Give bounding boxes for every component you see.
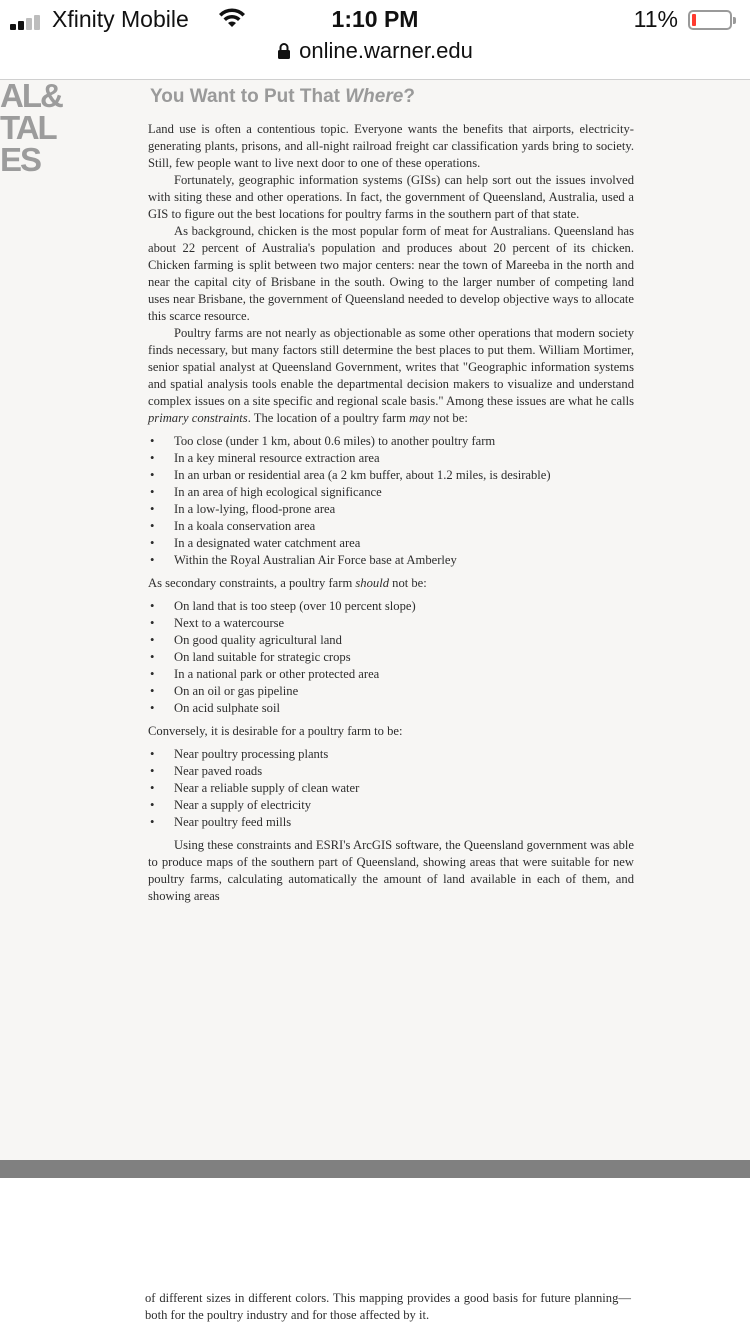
side-label-line3: ES [0,141,41,178]
page-divider [0,1160,750,1178]
battery-percent: 11% [633,6,678,32]
list-item: • In a designated water catchment area [148,535,634,552]
list-item: • In a key mineral resource extraction area [148,450,634,467]
desirable-lead: Conversely, it is desirable for a poultry farm to be: [148,724,403,738]
list-item: • On an oil or gas pipeline [148,683,634,700]
paragraph-continued: of different sizes in different colors. This mapping provides a good basis for future planning—both for the poultry industry and for those affected by it. [145,1291,631,1322]
list-item: • On good quality agricultural land [148,632,634,649]
clock: 1:10 PM [331,6,419,32]
list-item: • Near paved roads [148,763,634,780]
desirable-list [148,746,634,831]
list-item: • Too close (under 1 km, about 0.6 miles) to another poultry farm [148,433,634,450]
article [148,88,634,905]
list-item: • Near poultry processing plants [148,746,634,763]
primary-constraints-list [148,433,634,569]
list-item: • In a koala conservation area [148,518,634,535]
list-item: • Within the Royal Australian Air Force base at Amberley [148,552,634,569]
article-title: You Want to Put That Where? [150,86,415,107]
secondary-constraints-lead: As secondary constraints, a poultry farm should not be: [148,576,427,590]
list-item: • Near poultry feed mills [148,814,634,831]
list-item: • Near a supply of electricity [148,797,634,814]
list-item: • On land suitable for strategic crops [148,649,634,666]
paragraph-constraints: Poultry farms are not nearly as objectionable as some other operations that modern society finds necessary, but many factors still determine the best places to put them. William Mortimer, senior spatial analyst at Queensland Government, writes that "Geographic information systems and spatial analysis tools enable the departmental decision makers to visualize and understand complex issues on a site specific and regional scale basis." Among these issues are what he calls primary constraints. The location of a poultry farm may not be: [148,326,634,425]
paragraph-intro: Land use is often a contentious topic. Everyone wants the benefits that airports, electricity-generating plants, prisons, and all-night railroad freight car classification yards bring to society. Still, few people want to live next door to one of these operations. [148,122,634,170]
url-text[interactable]: online.warner.edu [299,38,473,63]
lock-icon [277,42,291,60]
side-label-line2: TAL [0,109,56,146]
list-item: • In an urban or residential area (a 2 km buffer, about 1.2 miles, is desirable) [148,467,634,484]
paragraph-gis: Fortunately, geographic information systems (GISs) can help sort out the issues involved with siting these and other operations. In fact, the government of Queensland, Australia, used a GIS to figure out the best locations for poultry farms in the southern part of that state. [148,173,634,221]
secondary-constraints-list [148,598,634,717]
list-item: • In a low-lying, flood-prone area [148,501,634,518]
paragraph-background: As background, chicken is the most popular form of meat for Australians. Queensland has about 22 percent of Australia's population and produces about 20 percent of its chicken. Chicken farming is split between two major centers: near the town of Mareeba in the north and near the capital city of Brisbane in the south. Owing to the larger number of competing land uses near Brisbane, the government of Queensland needed to develop objective ways to allocate this scarce resource. [148,224,634,323]
side-label-line1: AL& [0,77,62,114]
list-item: • On land that is too steep (over 10 percent slope) [148,598,634,615]
list-item: • On acid sulphate soil [148,700,634,717]
chapter-side-label [0,77,62,180]
paragraph-results: Using these constraints and ESRI's ArcGIS software, the Queensland government was able to produce maps of the southern part of Queensland, showing areas that were suitable for new poultry farms, calculating automatically the amount of land available in each of them, and showing areas [148,838,634,903]
carrier-name: Xfinity Mobile [52,6,189,32]
list-item: • Next to a watercourse [148,615,634,632]
list-item: • Near a reliable supply of clean water [148,780,634,797]
list-item: • In a national park or other protected area [148,666,634,683]
address-bar[interactable] [0,38,750,72]
status-bar [0,0,750,40]
battery-icon [688,10,732,30]
battery-level-fill [692,14,696,26]
list-item: • In an area of high ecological significance [148,484,634,501]
